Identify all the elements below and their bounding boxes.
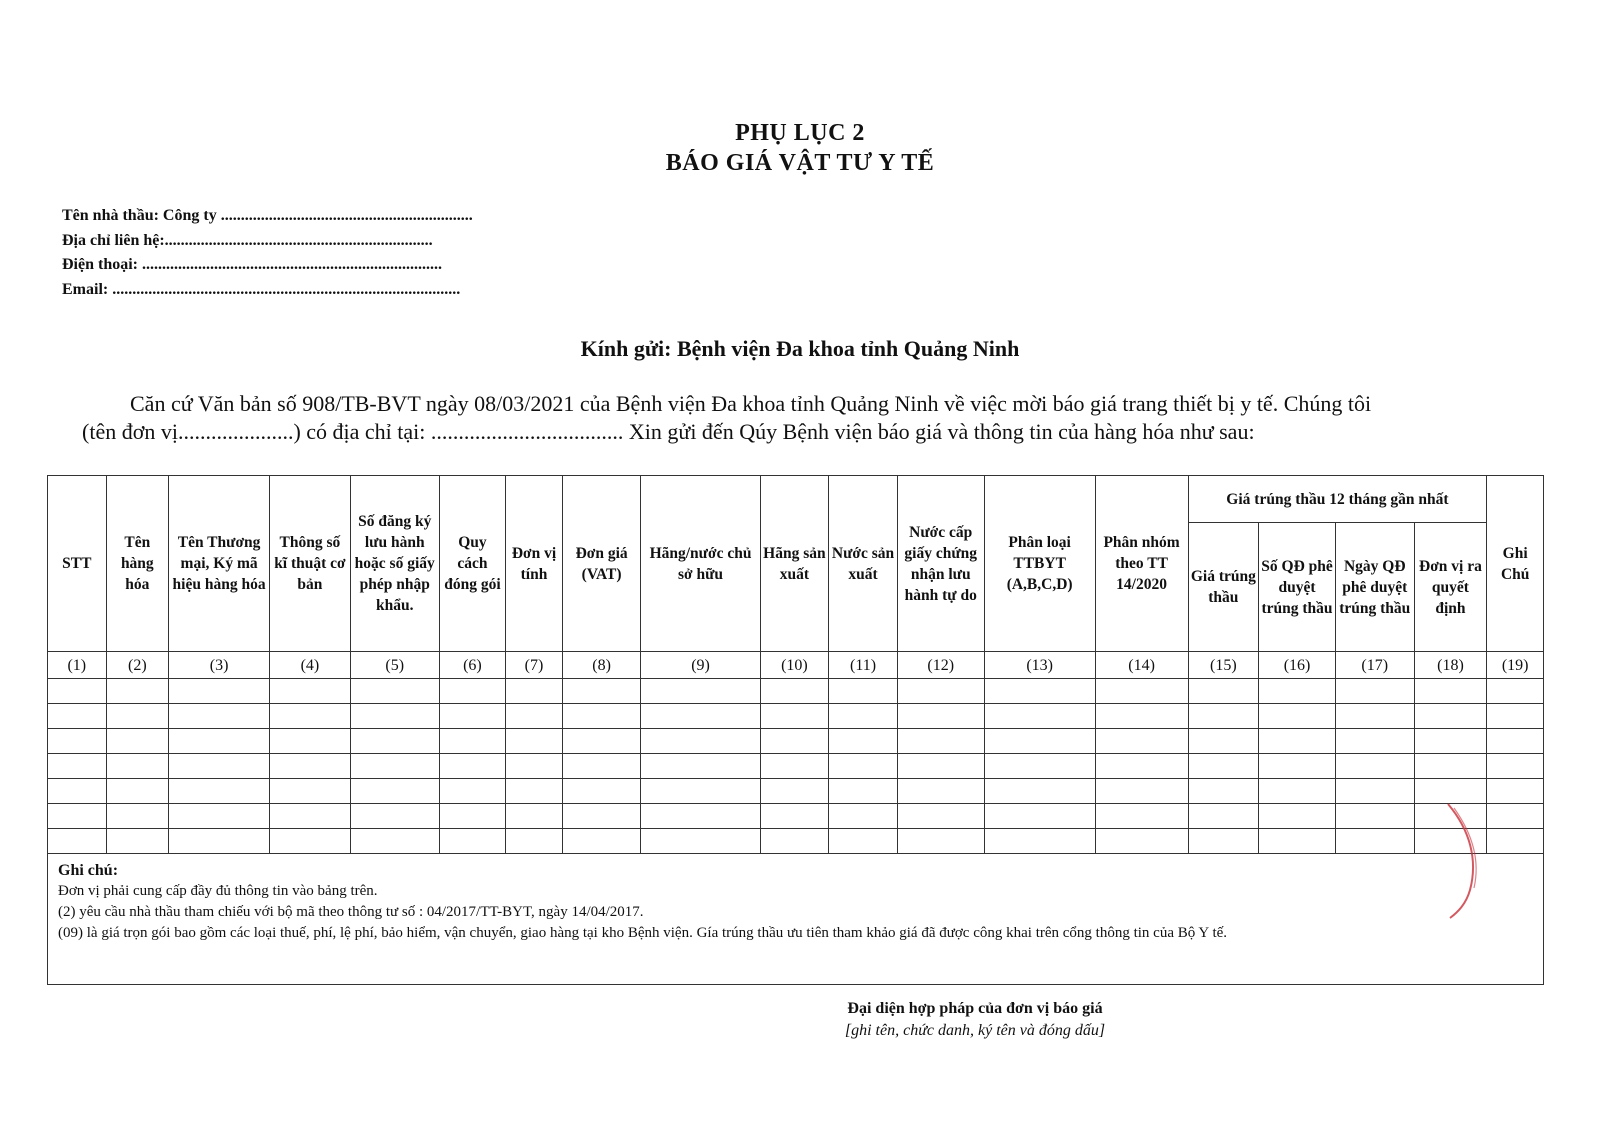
col-number: (4) bbox=[270, 652, 351, 679]
header-owner: Hãng/nước chủ sở hữu bbox=[641, 476, 760, 652]
subheader-decision-no: Số QĐ phê duyệt trúng thầu bbox=[1259, 523, 1336, 652]
notes-title: Ghi chú: bbox=[58, 862, 119, 879]
col-number: (15) bbox=[1188, 652, 1259, 679]
table-row bbox=[48, 704, 1544, 729]
header-winning-price-group: Giá trúng thầu 12 tháng gần nhất bbox=[1188, 476, 1487, 523]
header-trade-name: Tên Thương mại, Ký mã hiệu hàng hóa bbox=[169, 476, 270, 652]
header-unit-price: Đơn giá (VAT) bbox=[562, 476, 641, 652]
table-row bbox=[48, 679, 1544, 704]
header-item-name: Tên hàng hóa bbox=[106, 476, 169, 652]
contractor-phone-line: Điện thoại: ........................................................................... bbox=[62, 256, 442, 273]
header-manufacturer: Hãng sản xuất bbox=[760, 476, 829, 652]
red-stamp-mark-icon bbox=[1440, 800, 1490, 920]
table-row bbox=[48, 829, 1544, 854]
document-title: BÁO GIÁ VẬT TƯ Y TẾ bbox=[665, 150, 935, 176]
note-line-3: (09) là giá trọn gói bao gồm các loại thuế, phí, lệ phí, bảo hiểm, vận chuyển, giao hàng tại kho Bệnh viện. Gía trúng thầu ưu tiên tham khảo giá đã được công khai trên cổng thông tin của Bộ Y tế. bbox=[58, 925, 1228, 941]
col-number: (8) bbox=[562, 652, 641, 679]
col-number: (9) bbox=[641, 652, 760, 679]
header-origin-country: Nước sản xuất bbox=[829, 476, 898, 652]
col-number: (1) bbox=[48, 652, 107, 679]
col-number: (2) bbox=[106, 652, 169, 679]
col-number: (7) bbox=[506, 652, 563, 679]
table-row bbox=[48, 729, 1544, 754]
subheader-decision-unit: Đơn vị ra quyết định bbox=[1414, 523, 1487, 652]
header-notes: Ghi Chú bbox=[1487, 476, 1544, 652]
recipient-line: Kính gửi: Bệnh viện Đa khoa tỉnh Quảng Ninh bbox=[580, 336, 1020, 361]
col-number: (12) bbox=[897, 652, 984, 679]
header-free-sale-country: Nước cấp giấy chứng nhận lưu hành tự do bbox=[897, 476, 984, 652]
column-number-row bbox=[48, 652, 1544, 679]
header-stt: STT bbox=[48, 476, 107, 652]
header-registration-no: Số đăng ký lưu hành hoặc số giấy phép nhập khẩu. bbox=[350, 476, 439, 652]
col-number: (5) bbox=[350, 652, 439, 679]
note-line-2: (2) yêu cầu nhà thầu tham chiếu với bộ mã theo thông tư số : 04/2017/TT-BYT, ngày 14/04/2017. bbox=[58, 904, 644, 920]
header-packaging: Quy cách đóng gói bbox=[439, 476, 506, 652]
col-number: (10) bbox=[760, 652, 829, 679]
contractor-email-line: Email: ....................................................................................... bbox=[62, 280, 461, 298]
quotation-table bbox=[47, 475, 1544, 985]
col-number: (17) bbox=[1335, 652, 1414, 679]
contractor-info bbox=[62, 204, 473, 302]
header-group: Phân nhóm theo TT 14/2020 bbox=[1095, 476, 1188, 652]
col-number: (18) bbox=[1414, 652, 1487, 679]
table-row bbox=[48, 754, 1544, 779]
contractor-address-line: Địa chỉ liên hệ:................................................................... bbox=[62, 231, 433, 249]
col-number: (11) bbox=[829, 652, 898, 679]
intro-paragraph bbox=[82, 390, 1532, 446]
intro-line-2: (tên đơn vị.....................) có địa chỉ tại: ................................... Xin gửi đến Qúy Bệnh viện báo giá và thông tin của hàng hóa như sau: bbox=[82, 419, 1255, 444]
signature-instruction: [ghi tên, chức danh, ký tên và đóng dấu] bbox=[844, 1022, 1106, 1039]
table-row bbox=[48, 804, 1544, 829]
signature-title: Đại diện hợp pháp của đơn vị báo giá bbox=[847, 1000, 1103, 1017]
col-number: (19) bbox=[1487, 652, 1544, 679]
col-number: (13) bbox=[984, 652, 1095, 679]
col-number: (3) bbox=[169, 652, 270, 679]
subheader-decision-date: Ngày QĐ phê duyệt trúng thầu bbox=[1335, 523, 1414, 652]
col-number: (6) bbox=[439, 652, 506, 679]
header-tech-specs: Thông số kĩ thuật cơ bản bbox=[270, 476, 351, 652]
intro-line-1: Căn cứ Văn bản số 908/TB-BVT ngày 08/03/2021 của Bệnh viện Đa khoa tỉnh Quảng Ninh về việc mời báo giá trang thiết bị y tế. Chúng tôi bbox=[130, 391, 1372, 416]
appendix-title: PHỤ LỤC 2 bbox=[735, 120, 865, 146]
col-number: (14) bbox=[1095, 652, 1188, 679]
header-classification: Phân loại TTBYT (A,B,C,D) bbox=[984, 476, 1095, 652]
header-unit: Đơn vị tính bbox=[506, 476, 563, 652]
subheader-winning-price: Giá trúng thầu bbox=[1188, 523, 1259, 652]
table-row bbox=[48, 779, 1544, 804]
note-line-1: Đơn vị phải cung cấp đầy đủ thông tin vào bảng trên. bbox=[58, 883, 378, 899]
notes-cell bbox=[48, 854, 1544, 985]
contractor-name-line: Tên nhà thầu: Công ty ............................................................... bbox=[62, 207, 473, 224]
col-number: (16) bbox=[1259, 652, 1336, 679]
notes-row bbox=[48, 854, 1544, 985]
